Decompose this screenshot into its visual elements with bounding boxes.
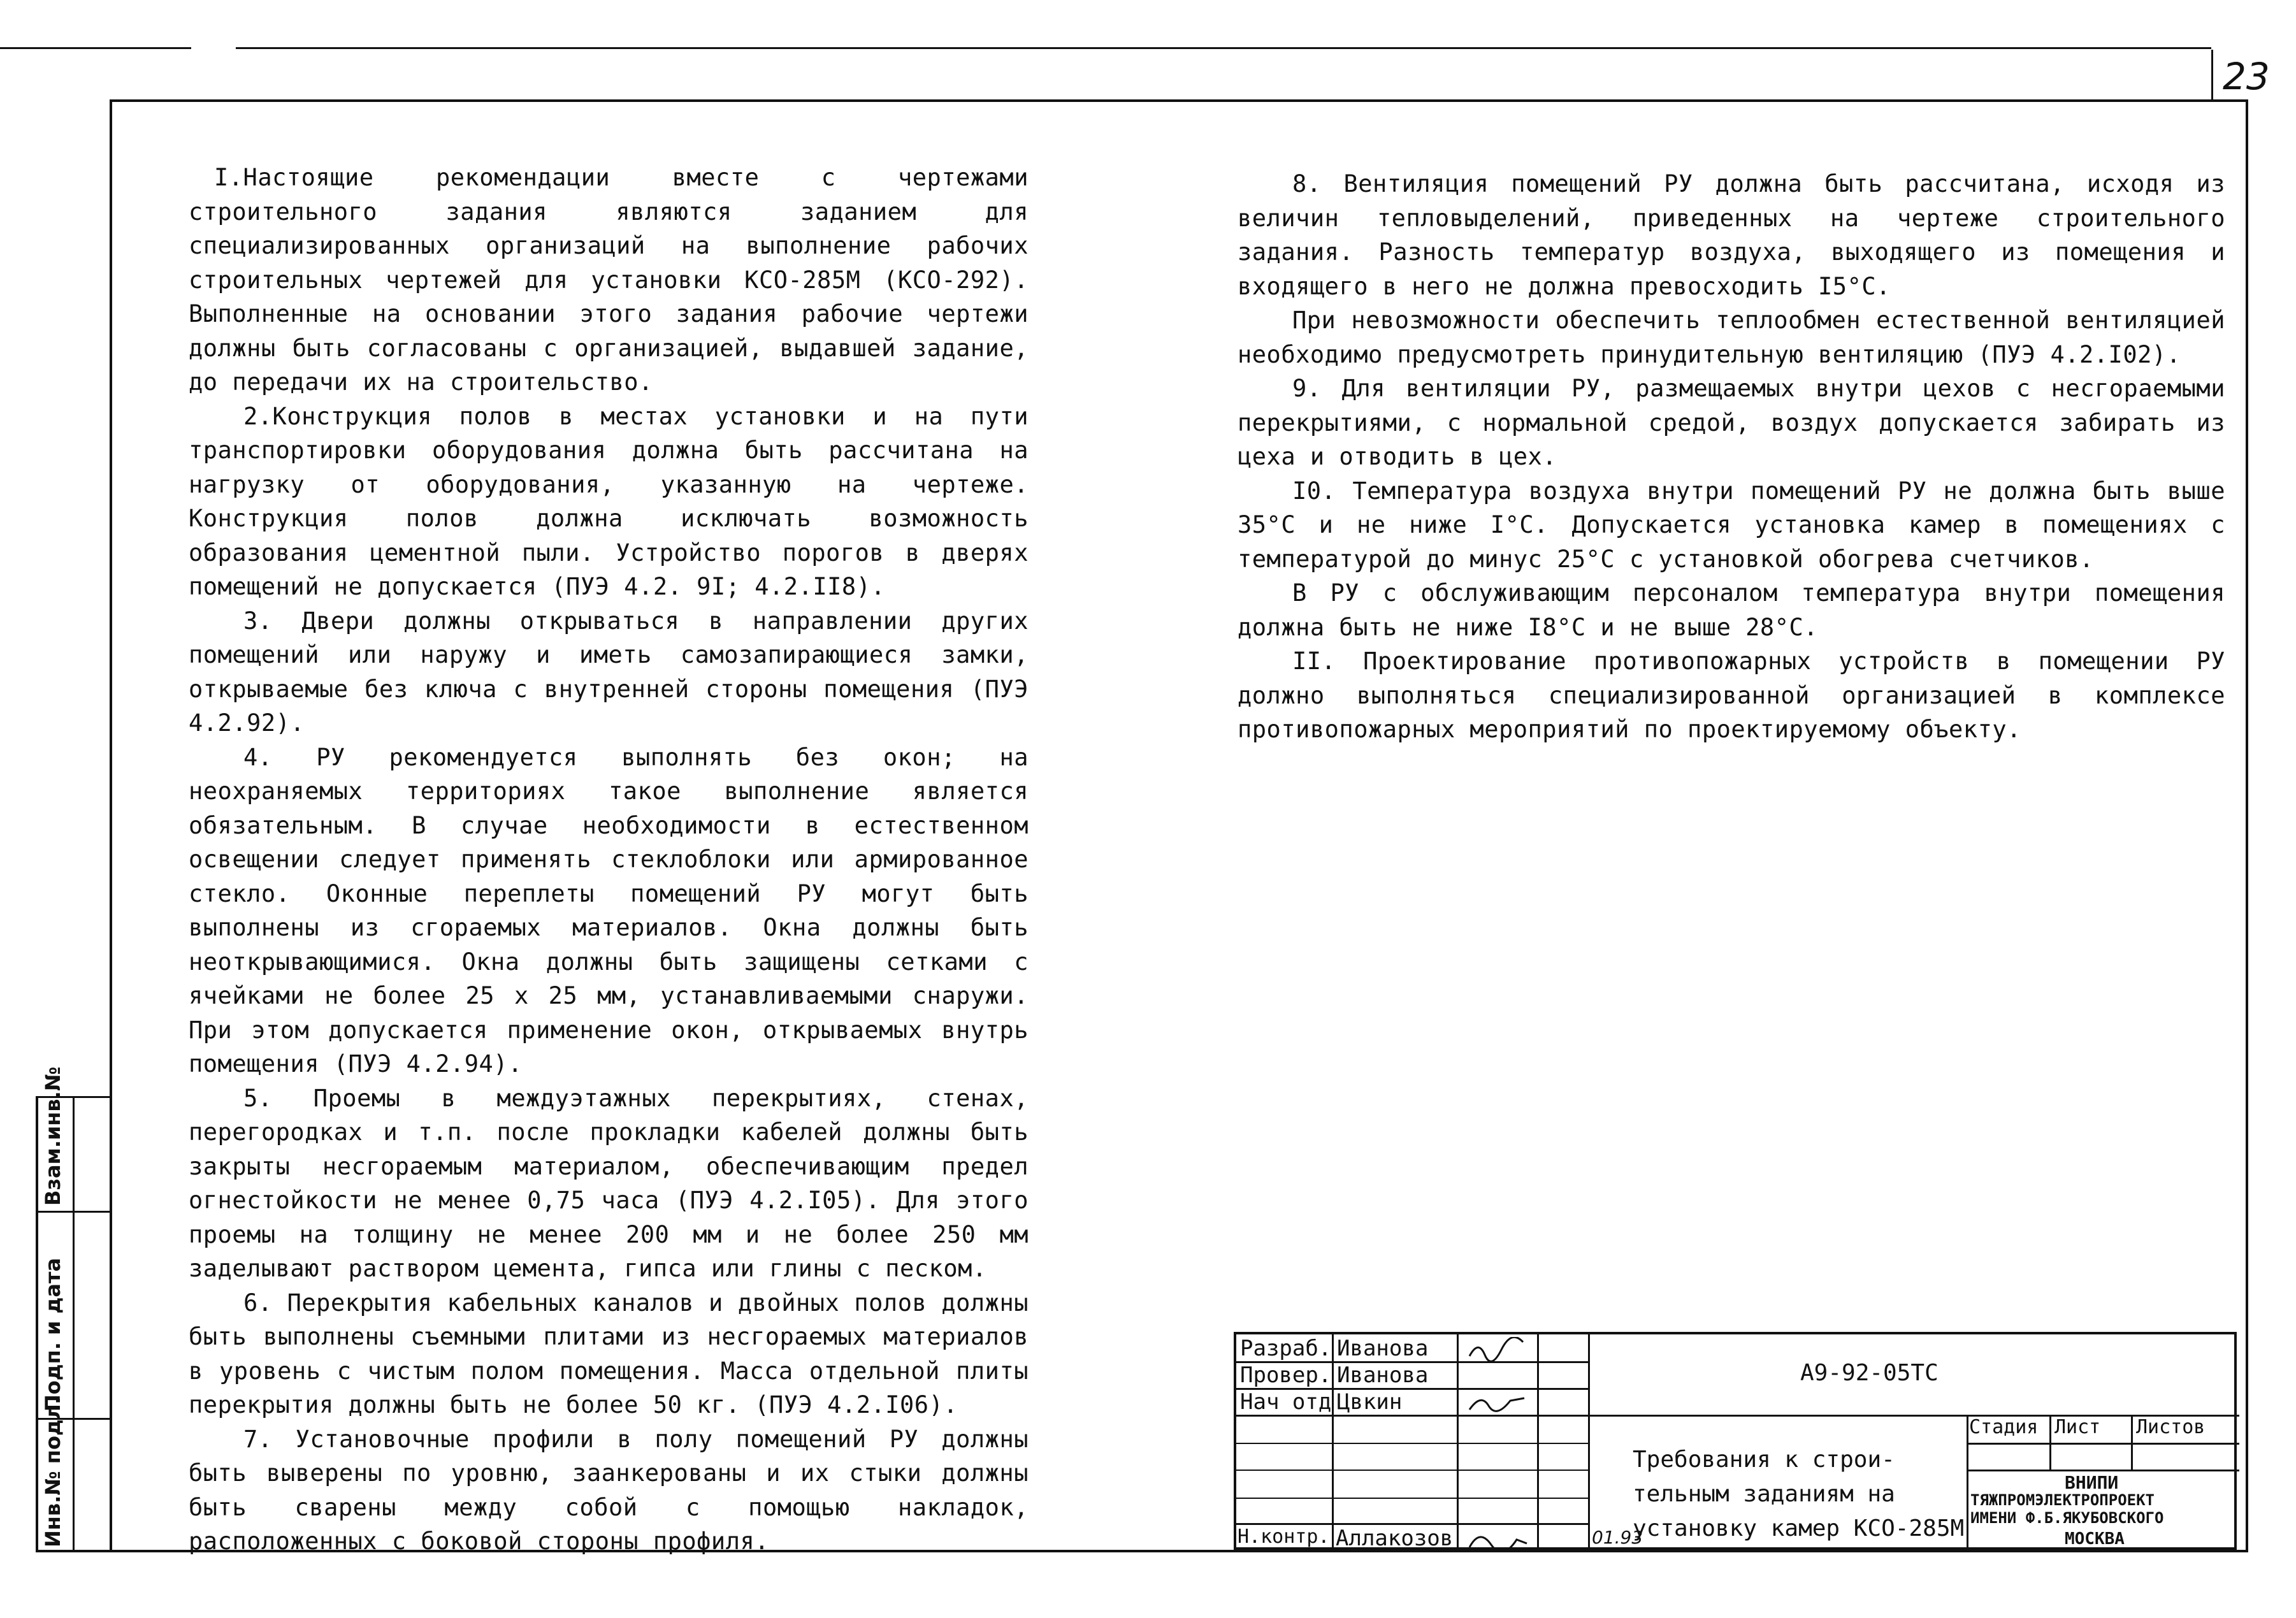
right-column xyxy=(1238,167,2225,747)
frame-right xyxy=(2246,99,2248,1552)
strip-left xyxy=(36,1096,38,1552)
page-number: 23 xyxy=(2223,55,2270,98)
org-line-3: ИМЕНИ Ф.Б.ЯКУБОВСКОГО xyxy=(1970,1509,2164,1527)
paragraph-2: 2.Конструкция полов в местах установки и на пути транспортировки оборудования должна быть рассчитана на нагрузку от оборудования, указанную на чертеже. Конструкция полов должна исключать возможность образования цементной пыли. Устройство порогов в дверях помещений не допускается (ПУЭ 4.2. 9I; 4.2.II8). xyxy=(189,402,1029,600)
doc-title-line-1: Требования к строи- xyxy=(1633,1447,1895,1473)
signature-1 xyxy=(1466,1337,1529,1362)
header-sheet: Лист xyxy=(2054,1416,2101,1438)
role-dept-head: Нач отд xyxy=(1240,1389,1332,1415)
paragraph-4: 4. РУ рекомендуется выполнять без окон; на неохраняемых территориях такое выполнение является обязательным. В случае необходимости в естественном освещении следует применять стеклоблоки или армированное стекло. Оконные переплеты помещений РУ могут быть выполнены из сгораемых материалов. Окна должны быть неоткрывающимися. Окна должны быть защищены сетками с ячейками не более 25 х 25 мм, устанавливаемыми снаружи. При этом допускается применение окон, открываемых внутрь помещения (ПУЭ 4.2.94). xyxy=(189,743,1029,1078)
date: 01.93 xyxy=(1592,1527,1643,1548)
paragraph-8b: При невозможности обеспечить теплообмен естественной вентиляцией необходимо предусмотреть принудительную вентиляцию (ПУЭ 4.2.I02). xyxy=(1238,307,2225,368)
stamp-vline-4 xyxy=(1588,1334,1590,1552)
name-checker: Иванова xyxy=(1337,1362,1429,1388)
role-developer: Разраб. xyxy=(1240,1336,1332,1361)
top-rule-1 xyxy=(0,47,191,49)
stamp-hline-7 xyxy=(1236,1523,1588,1525)
pagebox-left xyxy=(2211,50,2213,101)
side-strip xyxy=(36,1066,112,1552)
doc-title-line-2: тельным заданиям на xyxy=(1633,1481,1895,1507)
org-line-1: ВНИПИ xyxy=(2065,1472,2119,1493)
document-code: А9-92-05ТС xyxy=(1800,1360,1939,1386)
strip-label-replace: Взам.инв.№ xyxy=(41,1066,65,1206)
role-norm-control: Н.контр. xyxy=(1238,1526,1330,1548)
signature-2 xyxy=(1466,1389,1529,1415)
strip-label-inv: Инв.№ подл. xyxy=(41,1396,65,1547)
stamp-hline-5 xyxy=(1236,1470,1588,1471)
paragraph-10b: В РУ с обслуживающим персоналом температура внутри помещения должна быть не ниже I8°С и не выше 28°С. xyxy=(1238,579,2225,641)
paragraph-7: 7. Установочные профили в полу помещений РУ должны быть выверены по уровню, заанкерованы и их стыки должны быть сварены между собой с помощью накладок, расположенных с боковой стороны профиля. xyxy=(189,1425,1029,1555)
strip-mid xyxy=(73,1096,75,1552)
signature-3 xyxy=(1466,1526,1529,1551)
name-norm-control: Аллакозов xyxy=(1336,1526,1454,1551)
stamp-hline-9 xyxy=(1967,1470,2239,1471)
paragraph-10: I0. Температура воздуха внутри помещений РУ не должна быть выше 35°С и не ниже I°С. Допускается установка камер в помещениях с температурой до минус 25°С с установкой обогрева счетчиков. xyxy=(1238,477,2225,573)
doc-title-line-3: установку камер КСО-285М xyxy=(1633,1515,1965,1542)
header-sheets: Листов xyxy=(2136,1416,2206,1438)
stamp-hline-8 xyxy=(1967,1443,2239,1445)
paragraph-8: 8. Вентиляция помещений РУ должна быть рассчитана, исходя из величин тепловыделений, приведенных на чертеже строительного задания. Разность температур воздуха, выходящего из помещения и входящего в него не должна превосходить I5°С. xyxy=(1238,170,2225,300)
title-block xyxy=(1234,1332,2237,1550)
paragraph-5: 5. Проемы в междуэтажных перекрытиях, стенах, перегородках и т.п. после прокладки кабелей должны быть закрыты несгораемым материалом, обеспечивающим предел огнестойкости не менее 0,75 часа (ПУЭ 4.2.I05). Для этого проемы на толщину не менее 200 мм и не более 250 мм заделывают раствором цемента, гипса или глины с песком. xyxy=(189,1084,1029,1282)
stamp-hline-4 xyxy=(1236,1443,1588,1444)
paragraph-11: II. Проектирование противопожарных устройств в помещении РУ должно выполняться специализированной организацией в комплексе противопожарных мероприятий по проектируемому объекту. xyxy=(1238,647,2225,743)
paragraph-9: 9. Для вентиляции РУ, размещаемых внутри цехов с несгораемыми перекрытиями, с нормальной средой, воздух допускается забирать из цеха и отводить в цех. xyxy=(1238,375,2225,470)
strip-div-1 xyxy=(36,1211,112,1213)
org-line-2: ТЯЖПРОМЭЛЕКТРОПРОЕКТ xyxy=(1970,1491,2155,1509)
paragraph-6: 6. Перекрытия кабельных каналов и двойных полов должны быть выполнены съемными плитами из несгораемых материалов в уровень с чистым полом помещения. Масса отдельной плиты перекрытия должны быть не более 50 кг. (ПУЭ 4.2.I06). xyxy=(189,1289,1029,1419)
top-rule-2 xyxy=(236,47,2211,49)
paragraph-3: 3. Двери должны открываться в направлении других помещений или наружу и иметь самозапирающиеся замки, открываемые без ключа с внутренней стороны помещения (ПУЭ 4.2.92). xyxy=(189,607,1029,737)
role-checker: Провер. xyxy=(1240,1362,1332,1388)
name-developer: Иванова xyxy=(1337,1336,1429,1361)
strip-label-sign: Подп. и дата xyxy=(41,1257,65,1412)
header-stage: Стадия xyxy=(1969,1416,2039,1438)
stamp-hline-6 xyxy=(1236,1498,1588,1499)
left-column xyxy=(189,161,1029,1559)
name-dept-head: Цвкин xyxy=(1337,1389,1403,1415)
paragraph-1: I.Настоящие рекомендации вместе с чертежами строительного задания являются заданием для специализированных организаций на выполнение рабочих строительных чертежей для установки КСО-285М (КСО-292). Выполненные на основании этого задания рабочие чертежи должны быть согласованы с организацией, выдавшей задание, до передачи их на строительство. xyxy=(189,164,1029,396)
frame-top xyxy=(110,99,2248,102)
stamp-vline-5 xyxy=(1967,1416,1968,1552)
org-line-4: МОСКВА xyxy=(2065,1529,2125,1549)
